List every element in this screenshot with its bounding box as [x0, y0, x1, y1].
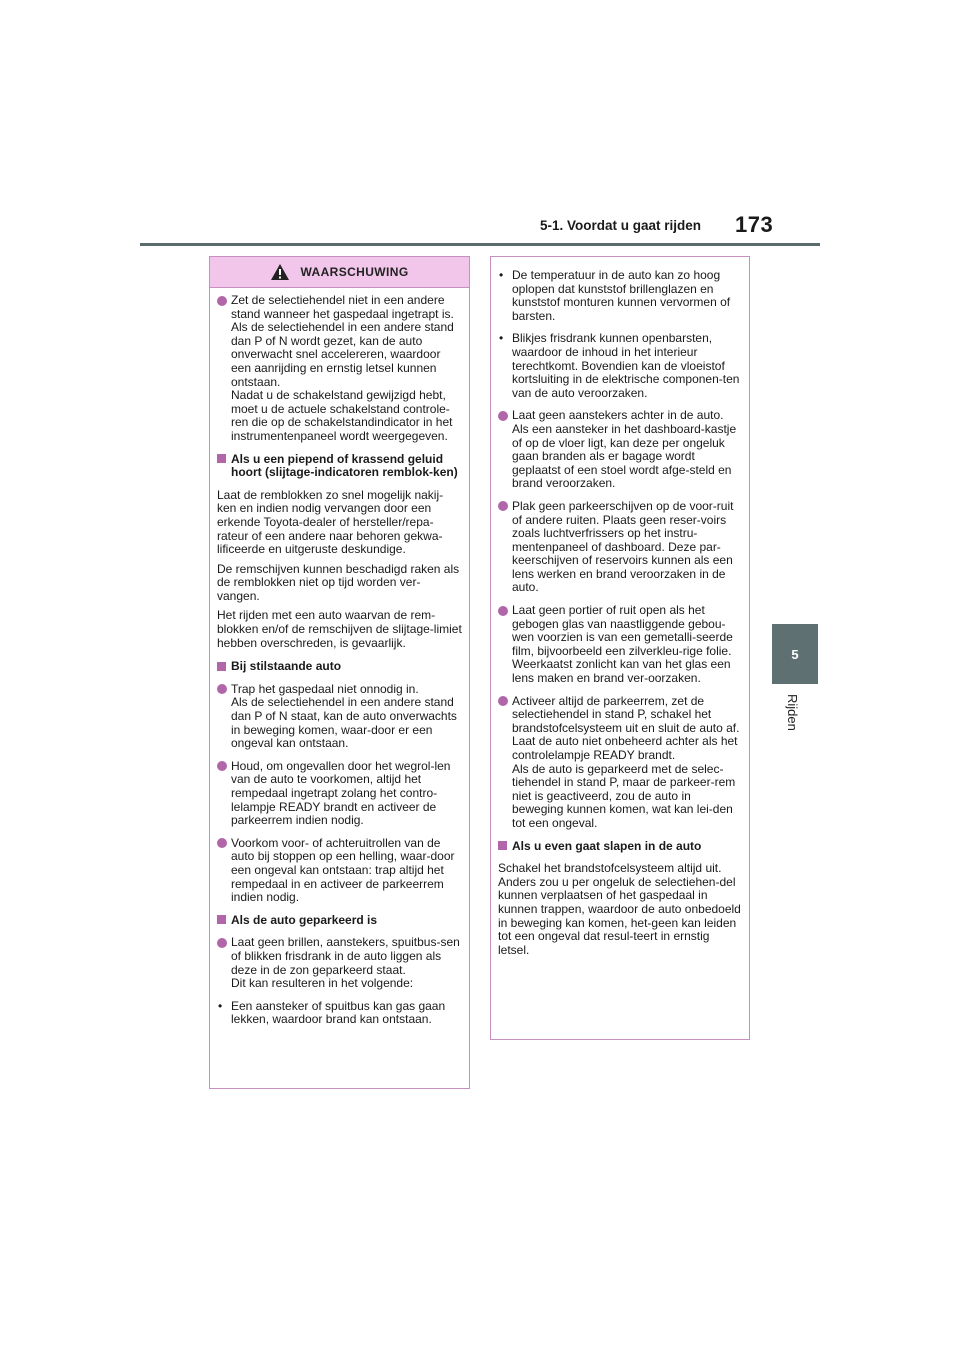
- warning-title: WAARSCHUWING: [300, 265, 409, 279]
- item-text: Activeer altijd de parkeerrem, zet de selectiehendel in stand P, schakel het brandstofcelsysteem uit en sluit de auto af.: [512, 693, 740, 735]
- list-item: [498, 409, 742, 491]
- warning-panel-left: [209, 256, 470, 1089]
- item-text: Laat de auto niet onbeheerd achter als het controlelampje READY brandt.: [512, 734, 738, 762]
- bullet-dot-icon: [498, 696, 508, 706]
- list-item: [217, 837, 462, 905]
- list-item: [217, 760, 462, 828]
- list-item: [217, 1000, 462, 1027]
- list-item: [498, 269, 742, 323]
- warning-header: [210, 257, 469, 288]
- bullet-mark: •: [499, 331, 504, 346]
- item-text: Als de selectiehendel in een andere stand dan P of N staat, kan de auto onverwachts in beweging komen, waar-door er een ongeval kan ontstaan.: [231, 695, 457, 751]
- heading-text: Als u een piepend of krassend geluid hoort (slijtage-indicatoren remblok-ken): [231, 451, 458, 480]
- chapter-label: Rijden: [785, 694, 800, 731]
- bullet-square-icon: [217, 454, 226, 463]
- heading-text: Als u even gaat slapen in de auto: [512, 838, 702, 853]
- list-item: [498, 332, 742, 400]
- paragraph: De remschijven kunnen beschadigd raken als de remblokken niet op tijd worden ver-vangen.: [217, 561, 460, 603]
- paragraph: Laat de remblokken zo snel mogelijk nakij-ken en indien nodig vervangen door een erkende Toyota-dealer of hersteller/repa-rateur of een andere naar behoren gekwa-lificeerde en uitgeruste deskundige.: [217, 487, 444, 557]
- item-text: Trap het gaspedaal niet onnodig in.: [231, 681, 419, 696]
- bullet-square-icon: [217, 662, 226, 671]
- paragraph: Schakel het brandstofcelsysteem altijd uit. Anders zou u per ongeluk de selectiehen-del kunnen verplaatsen of het gaspedaal in kunnen trappen, waardoor de auto onbedoeld in beweging kan komen, het-geen kan leiden tot een ongeval dat resul-teert in ernstig letsel.: [498, 861, 741, 957]
- item-text: Laat geen aanstekers achter in de auto. Als een aansteker in het dashboard-kastje of op de vloer ligt, kan deze per ongeluk gaan branden als er bagage wordt geplaatst of een stoel wordt afge-steld en brand veroorzaken.: [512, 408, 737, 491]
- item-text: Voorkom voor- of achteruitrollen van de auto bij stoppen op een helling, waar-door een ongeval kan ontstaan: trap altijd het rempedaal in en activeer de parkeerrem indien nodig.: [231, 835, 455, 905]
- bullet-dot-icon: [217, 838, 227, 848]
- bullet-mark: •: [218, 998, 223, 1013]
- bullet-dot-icon: [217, 938, 227, 948]
- subsection-heading: [217, 660, 462, 674]
- section-title: 5-1. Voordat u gaat rijden: [540, 218, 702, 233]
- item-text: Als de auto is geparkeerd met de selec-tiehendel in stand P, maar de parkeer-rem niet is geactiveerd, zou de auto in beweging kunnen komen, wat kan lei-den tot een ongeval.: [512, 761, 736, 830]
- list-item: [498, 695, 742, 831]
- list-item: [217, 683, 462, 751]
- page-number: 173: [735, 212, 774, 237]
- paragraph: Het rijden met een auto waarvan de rem-blokken en/of de remschijven de slijtage-limiet hebben overschreden, is gevaarlijk.: [217, 608, 462, 650]
- bullet-dot-icon: [498, 411, 508, 421]
- subsection-heading: [217, 453, 462, 480]
- bullet-dot-icon: [498, 606, 508, 616]
- bullet-dot-icon: [498, 501, 508, 511]
- chapter-number: 5: [791, 646, 799, 662]
- item-text: De temperatuur in de auto kan zo hoog oplopen dat kunststof brillenglazen en kunststof monturen kunnen vervormen of barsten.: [512, 268, 731, 323]
- warning-panel-right: [490, 256, 750, 1040]
- item-text: Laat geen portier of ruit open als het gebogen glas van naastliggende gebou-wen voorzien is van een gemetalli-seerde film, bijvoorbeeld een zilverkleu-rige folie. Weerkaatst zonlicht kan van het glas een lens maken en brand ver-oorzaken.: [512, 603, 733, 686]
- bullet-dot-icon: [217, 761, 227, 771]
- warning-triangle-icon: [270, 263, 290, 281]
- item-text: Blikjes frisdrank kunnen openbarsten, waardoor de inhoud in het interieur terechtkomt. Bovendien kan de vloeistof kortsluiting in de elektrische componen-ten van de auto veroorzaken.: [512, 331, 740, 400]
- bullet-square-icon: [217, 915, 226, 924]
- bullet-dot-icon: [217, 296, 227, 306]
- item-text: Dit kan resulteren in het volgende:: [231, 976, 414, 991]
- item-text: Houd, om ongevallen door het wegrol-len van de auto te voorkomen, altijd het rempedaal ingetrapt zolang het contro-lelampje READY brandt en activeer de parkeerrem indien nodig.: [231, 758, 451, 828]
- item-text: Plak geen parkeerschijven op de voor-ruit of andere ruiten. Plaats geen reser-voirs zoals luchtverfrissers op het instru-mentenpaneel of dashboard. Deze par-keerschijven of reservoirs kunnen als een lens werken en brand veroorzaken in de auto.: [512, 498, 734, 595]
- bullet-mark: •: [499, 268, 504, 282]
- warning-content-right: [491, 263, 749, 967]
- item-text: Nadat u de schakelstand gewijzigd hebt, moet u de actuele schakelstand controle-ren die op de schakelstandindicator in het instrumentenpaneel wordt weergegeven.: [231, 388, 453, 443]
- header-divider: [140, 243, 820, 246]
- bullet-square-icon: [498, 841, 507, 850]
- item-text: Laat geen brillen, aanstekers, spuitbus-sen of blikken frisdrank in de auto liggen als deze in de zon geparkeerd staat.: [231, 935, 460, 977]
- list-item: [498, 604, 742, 686]
- item-text: Een aansteker of spuitbus kan gas gaan lekken, waardoor brand kan ontstaan.: [231, 998, 446, 1027]
- bullet-dot-icon: [217, 684, 227, 694]
- list-item: [498, 500, 742, 595]
- item-text: Zet de selectiehendel niet in een andere stand wanneer het gaspedaal ingetrapt is. Als de selectiehendel in een andere stand dan P of N wordt gezet, kan de auto onverwacht snel accelereren, waardoor een aanrijding en ernstig letsel kunnen ontstaan.: [231, 293, 454, 389]
- list-item: [217, 294, 462, 444]
- heading-text: Bij stilstaande auto: [231, 659, 342, 674]
- list-item: [217, 936, 462, 990]
- chapter-tab: [772, 624, 818, 684]
- heading-text: Als de auto geparkeerd is: [231, 912, 378, 927]
- warning-content-left: [210, 288, 469, 1040]
- subsection-heading: [498, 840, 742, 854]
- subsection-heading: [217, 914, 462, 928]
